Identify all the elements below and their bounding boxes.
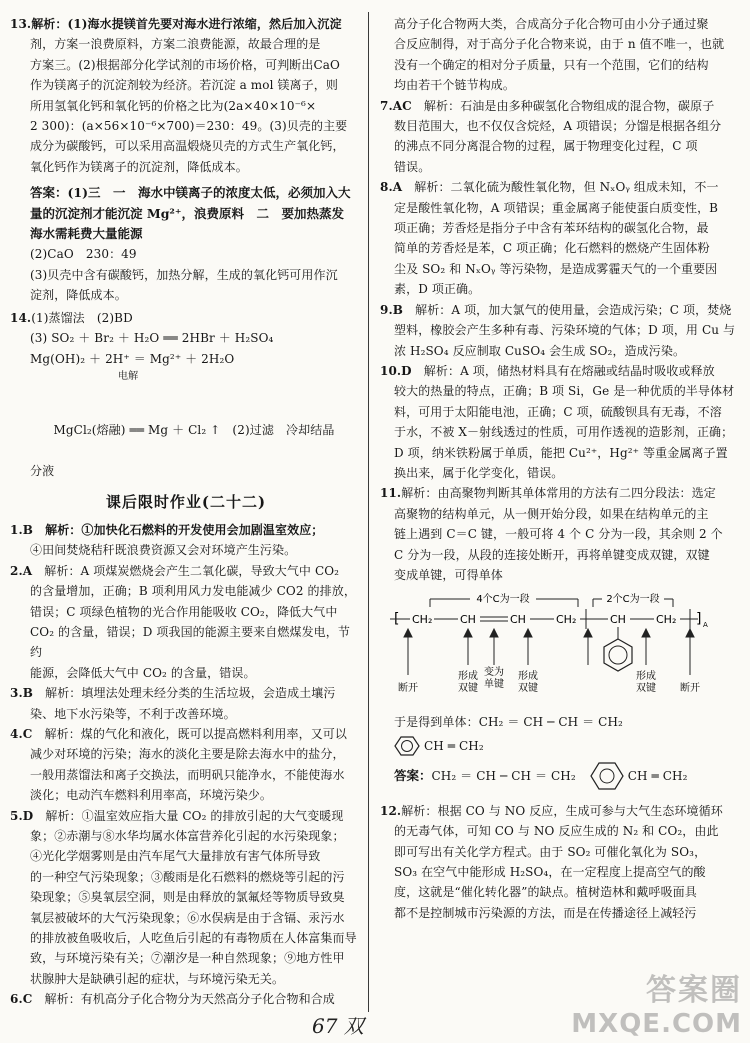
question-number: 5.D (10, 808, 34, 823)
text-line: 素，D 项正确。 (394, 282, 481, 297)
question-number: 12. (380, 803, 402, 818)
become-single-label: 变为 (484, 667, 504, 679)
equation-line: (3) SO₂ ＋ Br₂ ＋ H₂O ══ 2HBr ＋ H₂SO₄ (30, 331, 274, 346)
text-line: 于水，不被 X－射线透过的性质，可用作透视的造影剂，正确； (394, 425, 734, 440)
watermark (571, 965, 742, 1039)
answer-label: 答案： (30, 185, 68, 201)
text-line: 淀剂，降低成本。 (30, 288, 127, 303)
section-title: 课后限时作业(二十二) (105, 492, 267, 511)
answer-label: 答案： (394, 767, 432, 783)
styrene-formula: CH ═ CH₂ (424, 738, 484, 753)
text-line: 减少对环境的污染；海水的淡化主要是除去海水中的盐分， (30, 747, 345, 762)
text-line: 一般用蒸馏法和离子交换法，而明矾只能净水，不能使海水 (30, 767, 345, 782)
question-5 (10, 806, 362, 990)
segment-label-4c: 4个C为一段 (476, 594, 530, 606)
text-line: 的排放被鱼吸收后，人吃鱼后引起的有毒物质在人体富集而导 (30, 931, 357, 946)
segment-label-2c: 2个C为一段 (606, 594, 660, 606)
text-line: 合反应制得，对于高分子化合物来说，由于 n 值不唯一，也就 (394, 37, 725, 52)
text-line: 象；②赤潮与⑧水华均属水体富营养化引起的水污染现象； (30, 829, 345, 844)
question-11 (380, 483, 738, 792)
question-number: 1.B (10, 522, 33, 537)
ch-a: CH (460, 613, 476, 627)
question-9 (380, 300, 738, 361)
text-line: 量的沉淀剂才能沉淀 Mg²⁺，浪费原料 二 要加热蒸发 (30, 205, 345, 221)
text-line: 解析：①温室效应指大量 CO₂ 的排放引起的大气变暖现 (45, 808, 344, 823)
svg-text:]: ] (696, 611, 702, 628)
text-line: 作为镁离子的沉淀剂较为经济。若沉淀 a mol 镁离子，则 (30, 78, 338, 93)
benzene-ring-icon (394, 735, 420, 757)
text-line: 变成单键，可得单体 (394, 567, 503, 582)
text-line: 解析：①加快化石燃料的开发使用会加剧温室效应； (45, 522, 324, 537)
ch2-c: CH₂ (656, 613, 677, 627)
equation-line: Mg(OH)₂ ＋ 2H⁺ ＝ Mg²⁺ ＋ 2H₂O (30, 351, 235, 366)
question-8 (380, 177, 738, 299)
question-number: 8.A (380, 180, 403, 195)
text-line: ④田间焚烧秸秆既浪费资源又会对环境产生污染。 (30, 543, 297, 558)
text-line: (1)蒸馏法 (2)BD (31, 310, 133, 325)
text-line: C 分为一段，从段的连接处断开，再将单键变成双键，双键 (394, 547, 710, 562)
text-line: (3)贝壳中含有碳酸钙，加热分解，生成的氧化钙可用作沉 (30, 267, 338, 282)
question-1 (10, 520, 362, 561)
text-line: 数目范围大，也不仅仅含烷烃，A 项错误；分馏是根据各组分 (394, 119, 722, 134)
question-number: 4.C (10, 727, 33, 741)
text-line: 方案三。(2)根据部分化学试剂的市场价格，可判断出CaO (30, 57, 340, 72)
question-number: 11. (380, 486, 402, 501)
benzene-ring-icon (590, 761, 624, 791)
ring-label: A (703, 621, 708, 630)
answer-11 (380, 759, 738, 793)
text-line: ④光化学烟雾则是由汽车尾气大量排放有害气体所导致 (30, 849, 321, 864)
page-number: 67 双 (312, 1014, 364, 1038)
text-line: D 项，纳米铁粉属于单质，能把 Cu²⁺，Hg²⁺ 等重金属离子置 (394, 445, 728, 460)
text-line: 浓 H₂SO₄ 反应制取 CuSO₄ 会生成 SO₂，造成污染。 (394, 343, 686, 358)
equation-line: MgCl₂(熔融) ══ Mg ＋ Cl₂ ↑ (2)过滤 冷却结晶 (53, 422, 335, 437)
text-line: 氧层被破坏的大气污染现象；⑥水俣病是由于含镉、汞污水 (30, 910, 345, 925)
text-line: 的一种空气污染现象；③酸雨是化石燃料的燃烧等引起的污 (30, 869, 345, 884)
text-line: 没有一个确定的相对分子质量，只有一个范围，它们的结构 (394, 57, 709, 72)
column-divider (368, 12, 369, 1012)
text-line: 料，可用于太阳能电池，正确；C 项，硫酸钡具有无毒，不溶 (394, 404, 722, 419)
break-label-right: 断开 (680, 683, 700, 695)
ch2-b: CH₂ (556, 613, 577, 627)
text-line: 尘及 SO₂ 和 NₓOᵧ 等污染物，是造成雾霾天气的一个重要因 (394, 261, 718, 276)
monomer-styrene (380, 733, 738, 759)
text-line: 解析：煤的气化和液化，既可以提高燃料利用率，又可以 (44, 727, 348, 741)
text-line: 解析：A 项，加大氯气的使用量，会造成污染；C 项，焚烧 (415, 302, 732, 317)
ch-b: CH (510, 613, 526, 627)
ch-c: CH (610, 613, 626, 627)
question-6-continued (380, 14, 738, 96)
text-line: 分液 (30, 463, 55, 478)
text-line: 解析：(1)海水提镁首先要对海水进行浓缩，然后加入沉淀 (31, 17, 342, 31)
text-line: 即可写出有关化学方程式。由于 SO₂ 可催化氧化为 SO₃， (394, 844, 707, 859)
watermark-url: MXQE.COM (571, 1009, 742, 1039)
text-line: 较大的热量的特点，正确；B 项 Si，Ge 是一种优质的半导体材 (394, 384, 735, 399)
text-line: 均由若干个链节构成。 (394, 78, 516, 93)
question-10 (380, 361, 738, 483)
answer-formula: CH₂ ＝ CH ─ CH ＝ CH₂ (431, 768, 576, 783)
svg-text:[: [ (394, 611, 400, 628)
text-line: 错误；C 项绿色植物的光合作用能吸收 CO₂，降低大气中 (30, 604, 338, 619)
text-line: SO₃ 在空气中能形成 H₂SO₄，在一定程度上提高空气的酸 (394, 865, 706, 879)
text-line: 解析：由高聚物判断其单体常用的方法有二四分段法：选定 (401, 486, 716, 501)
question-3 (10, 683, 362, 724)
text-line: 解析：A 项，储热材料具有在熔融或结晶时吸收或释放 (423, 363, 715, 378)
text-line: 染现象；⑤臭氧层空洞，则是由释放的氯氟烃等物质导致臭 (30, 890, 345, 905)
text-line: 高分子化合物两大类，合成高分子化合物可由小分子通过聚 (394, 17, 709, 31)
text-line: 高聚物的结构单元，从一侧开始分段，如果在结构单元的主 (394, 506, 709, 521)
question-12 (380, 801, 738, 923)
question-number: 13. (10, 17, 32, 31)
text-line: 能源，会降低大气中 CO₂ 的含量，错误。 (30, 665, 256, 680)
form-double-label: 形成 (518, 671, 538, 683)
text-line: (2)CaO 230：49 (30, 247, 137, 262)
question-number: 2.A (10, 563, 33, 578)
text-line: 2 300)：(a×56×10⁻⁶×700)＝230：49。(3)贝壳的主要 (30, 119, 348, 134)
question-7 (380, 96, 738, 178)
text-line: 解析：A 项煤炭燃烧会产生二氧化碳，导致大气中 CO₂ (44, 563, 340, 578)
text-line: 剂，方案一浪费原料，方案二浪费能源，故最合理的是 (30, 37, 321, 52)
text-line: (1)三 一 海水中镁离子的浓度太低，必须加入大 (67, 185, 351, 201)
text-line: 定是酸性氧化物，A 项错误；重金属离子能使蛋白质变性，B (394, 200, 719, 215)
text-line: 所用氢氧化钙和氧化钙的价格之比为(2a×40×10⁻⁶× (30, 98, 317, 113)
text-line: 度，这就是“催化转化器”的缺点。植树造林和戴呼吸面具 (394, 885, 697, 900)
watermark-text: 答案圈 (646, 973, 742, 1008)
text-line: 解析：二氧化硫为酸性氧化物，但 NₓOᵧ 组成未知，不一 (414, 180, 719, 195)
text-line: 解析：填埋法处理未经分类的生活垃圾，会造成土壤污 (45, 686, 336, 701)
text-line: 的沸点不同分离混合物的过程，属于物理变化过程，C 项 (394, 139, 698, 154)
ch2-a: CH₂ (412, 613, 433, 627)
text-line: 致，与环境污染有关；⑦潮汐是一种自然现象；⑨地方性甲 (30, 951, 345, 966)
become-single-label: 单键 (484, 679, 504, 691)
form-double-label: 双键 (636, 683, 656, 695)
question-2 (10, 561, 362, 683)
text-line: 解析：石油是由多种碳氢化合物组成的混合物，碳原子 (423, 98, 715, 113)
right-column (380, 14, 738, 923)
question-number: 3.B (10, 686, 33, 701)
question-number: 7.AC (380, 98, 412, 113)
text-line: 链上遇到 C＝C 键，一般可将 4 个 C 分为一段，其余则 2 个 (394, 527, 723, 542)
text-line: 解析：有机高分子化合物分为天然高分子化合物和合成 (44, 992, 335, 1007)
text-line: 染、地下水污染等，不利于改善环境。 (30, 706, 236, 721)
text-line: 成分为碳酸钙，可以采用高温煅烧贝壳的方式生产氧化钙， (30, 139, 345, 154)
text-line: 氧化钙作为镁离子的沉淀剂，降低成本。 (30, 159, 248, 174)
text-line: 状腺肿大是缺碘引起的症状，与环境污染无关。 (30, 971, 285, 986)
form-double-label: 双键 (458, 683, 478, 695)
form-double-label: 形成 (458, 671, 478, 683)
answer-formula: CH ═ CH₂ (627, 768, 688, 783)
question-6 (10, 989, 362, 1009)
question-number: 9.B (380, 302, 403, 317)
form-double-label: 形成 (636, 671, 656, 683)
text-line: 海水需耗费大量能源 (30, 226, 143, 242)
text-line: 解析：根据 CO 与 NO 反应，生成可参与大气生态环境循环 (401, 803, 723, 818)
monomer-line: 于是得到单体：CH₂ ＝ CH ─ CH ＝ CH₂ (394, 715, 623, 730)
question-14 (10, 308, 362, 481)
text-line: 的无毒气体，可知 CO 与 NO 反应生成的 N₂ 和 CO₂，由此 (394, 824, 719, 839)
text-line: 错误。 (394, 159, 431, 174)
question-13 (10, 14, 362, 306)
form-double-label: 双键 (518, 683, 538, 695)
text-line: 淡化；电动汽车燃料利用率高，环境污染少。 (30, 788, 273, 803)
text-line: 简单的芳香烃是苯，C 项正确；化石燃料的燃烧产生固体粉 (394, 241, 710, 256)
question-4 (10, 724, 362, 806)
text-line: CO₂ 的含量，错误；D 项我国的能源主要来自燃煤发电，节约 (30, 624, 350, 660)
left-column (10, 14, 362, 1010)
polymer-segmentation-diagram (388, 587, 738, 712)
question-number: 10.D (380, 363, 412, 378)
question-number: 6.C (10, 992, 33, 1007)
break-label-left: 断开 (398, 683, 418, 695)
text-line: 项正确；芳香烃是指分子中含有苯环结构的碳氢化合物，最 (394, 221, 709, 236)
electrolysis-label: 电解 (118, 370, 139, 382)
question-number: 14. (10, 310, 32, 325)
text-line: 都不是控制城市污染源的方法，而是在传播途径上减轻污 (394, 905, 697, 920)
text-line: 塑料，橡胶会产生多种有毒、污染环境的气体；D 项，用 Cu 与 (394, 323, 736, 338)
text-line: 换出来，属于化学变化，错误。 (394, 465, 564, 480)
text-line: 的含量增加，正确；B 项利用风力发电能减少 CO2 的排放， (30, 584, 356, 599)
